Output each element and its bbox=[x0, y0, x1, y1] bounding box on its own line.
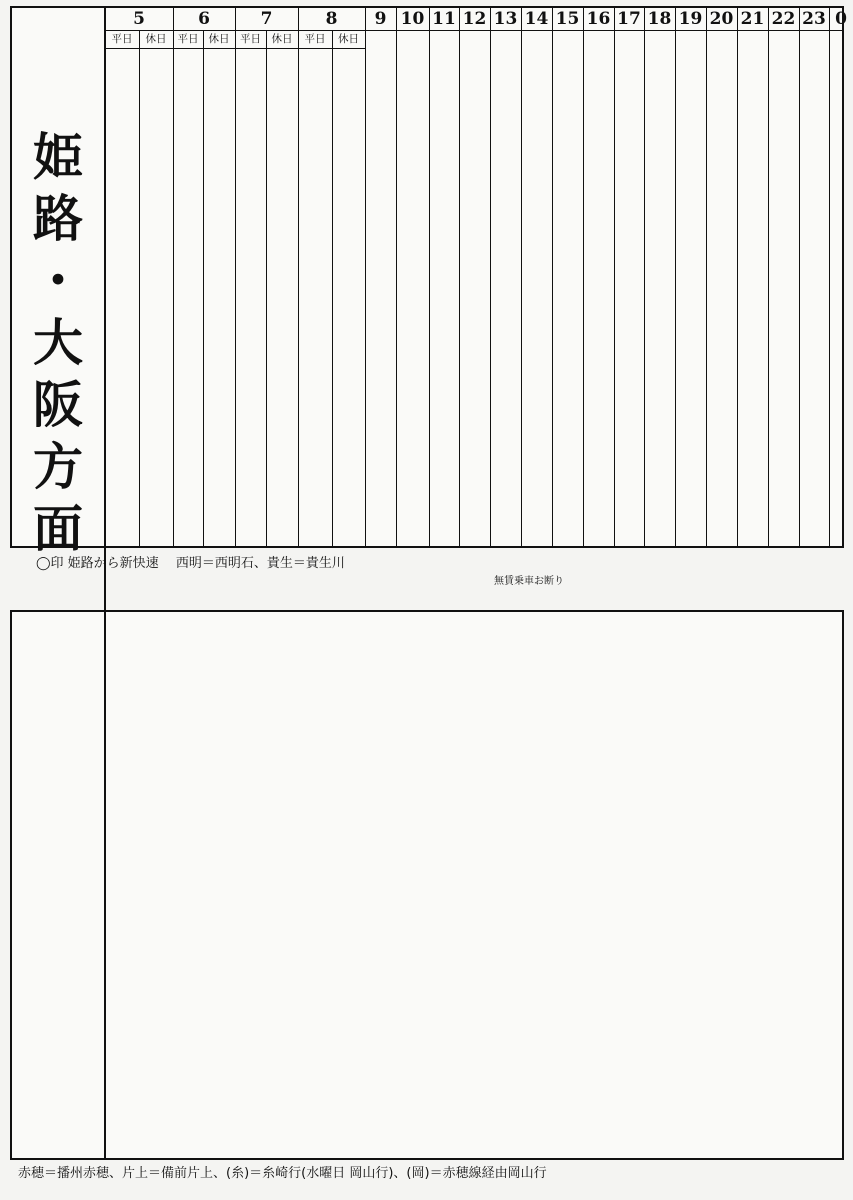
hour-header-13: 13 bbox=[493, 9, 518, 29]
hour-header-7: 7 bbox=[260, 9, 273, 29]
subheader-divider bbox=[105, 48, 173, 49]
hour-header-17: 17 bbox=[617, 9, 641, 29]
subheader-divider bbox=[298, 48, 365, 49]
day-type-header: 休日 bbox=[338, 33, 359, 45]
hour-divider bbox=[675, 8, 676, 546]
timetable-grid bbox=[105, 8, 847, 546]
hour-divider bbox=[737, 8, 738, 546]
hour-divider bbox=[396, 8, 397, 546]
direction-char: 大 bbox=[33, 314, 83, 372]
day-type-header: 平日 bbox=[240, 33, 261, 45]
subheader-divider bbox=[173, 48, 235, 49]
day-type-header: 休日 bbox=[208, 33, 230, 45]
hour-divider bbox=[799, 8, 800, 546]
hour-header-16: 16 bbox=[586, 9, 611, 29]
hour-header-18: 18 bbox=[647, 9, 672, 29]
direction-label bbox=[12, 612, 106, 1158]
hour-header-11: 11 bbox=[432, 9, 456, 29]
no-free-ride-notice: 無賃乗車お断り bbox=[494, 576, 564, 587]
hour-divider bbox=[583, 8, 584, 546]
day-type-header: 休日 bbox=[145, 33, 167, 45]
hour-divider bbox=[235, 8, 236, 546]
hour-header-10: 10 bbox=[400, 9, 425, 29]
himeji-osaka-timetable bbox=[10, 6, 847, 558]
direction-char: 面 bbox=[33, 500, 83, 558]
subheader-divider bbox=[235, 48, 298, 49]
hour-divider bbox=[459, 8, 460, 546]
hour-divider bbox=[490, 8, 491, 546]
hour-divider bbox=[552, 8, 553, 546]
aioi-okayama-timetable bbox=[10, 610, 844, 1160]
day-type-divider bbox=[203, 30, 204, 546]
direction-char: 路 bbox=[33, 190, 83, 248]
footnote-legend: ◯印 姫路から新快速 西明＝西明石、貴生＝貴生川 bbox=[36, 556, 345, 571]
hour-divider bbox=[644, 8, 645, 546]
day-type-divider bbox=[266, 30, 267, 546]
hour-header-0: 0 bbox=[835, 9, 847, 29]
hour-divider bbox=[298, 8, 299, 546]
hour-divider bbox=[521, 8, 522, 546]
hour-header-5: 5 bbox=[133, 9, 145, 29]
hour-divider bbox=[614, 8, 615, 546]
day-type-header: 休日 bbox=[271, 33, 293, 45]
day-type-header: 平日 bbox=[177, 33, 199, 45]
day-type-header: 平日 bbox=[111, 33, 133, 45]
day-type-divider bbox=[139, 30, 140, 546]
hour-divider bbox=[829, 8, 830, 546]
hour-header-15: 15 bbox=[555, 9, 580, 29]
hour-divider bbox=[768, 8, 769, 546]
hour-header-12: 12 bbox=[462, 9, 487, 29]
hour-header-22: 22 bbox=[771, 9, 796, 29]
hour-header-14: 14 bbox=[524, 9, 549, 29]
hour-header-23: 23 bbox=[802, 9, 826, 29]
direction-char: 阪 bbox=[33, 376, 83, 434]
day-type-header: 平日 bbox=[304, 33, 326, 45]
direction-char: ・ bbox=[33, 252, 83, 310]
direction-char: 姫 bbox=[33, 128, 83, 186]
hour-header-21: 21 bbox=[740, 9, 765, 29]
hour-divider bbox=[173, 8, 174, 546]
hour-header-20: 20 bbox=[709, 9, 734, 29]
hour-header-6: 6 bbox=[198, 9, 210, 29]
footnote-abbreviations: 赤穂＝播州赤穂、片上＝備前片上、(糸)＝糸崎行(水曜日 岡山行)、(岡)＝赤穂線経由岡山行 bbox=[18, 1166, 547, 1181]
hour-divider bbox=[365, 8, 366, 546]
hour-header-9: 9 bbox=[374, 9, 387, 29]
day-type-divider bbox=[332, 30, 333, 546]
hour-divider bbox=[429, 8, 430, 546]
hour-header-8: 8 bbox=[325, 9, 338, 29]
hour-divider bbox=[706, 8, 707, 546]
timetable-grid bbox=[105, 612, 842, 1158]
hour-header-19: 19 bbox=[678, 9, 703, 29]
direction-char: 方 bbox=[33, 438, 83, 496]
